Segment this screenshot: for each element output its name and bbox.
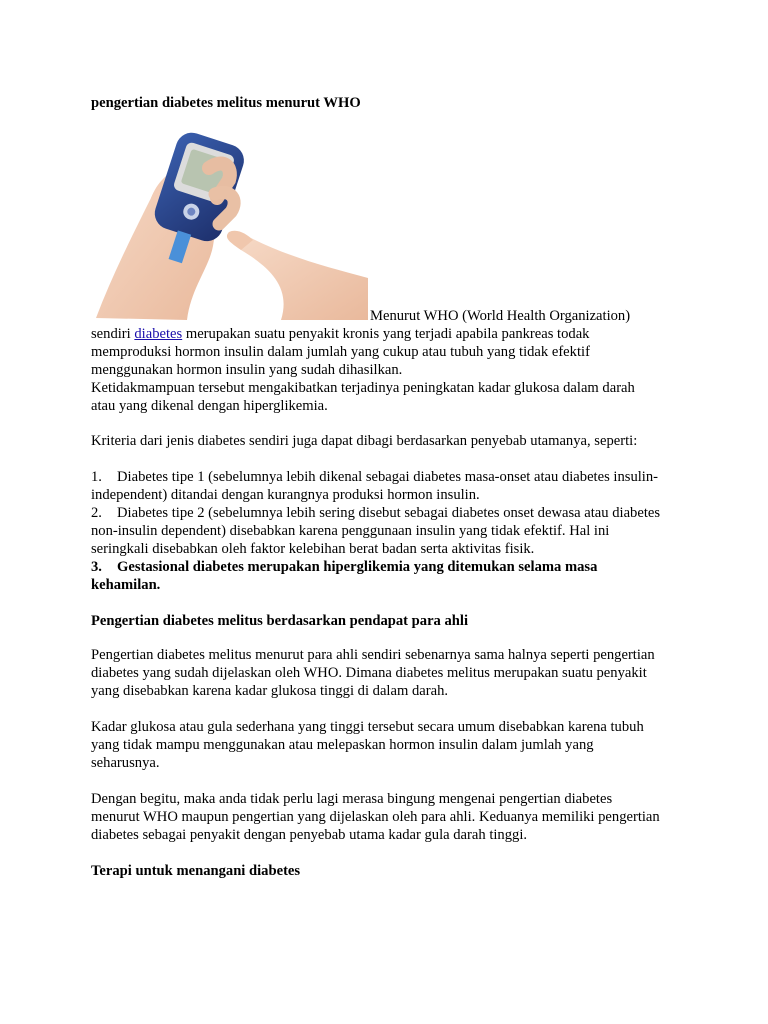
list-number: 2. <box>91 505 102 521</box>
diabetes-link[interactable]: diabetes <box>134 326 183 342</box>
list-item <box>91 558 691 594</box>
who-line-post-link: merupakan suatu penyakit kronis yang terjadi apabila pankreas todak <box>182 326 590 342</box>
section-heading-therapy: Terapi untuk menangani diabetes <box>91 863 301 879</box>
paragraph-line: diabetes sebagai penyakit dengan penyebab utama kadar gula darah tinggi. <box>91 827 528 843</box>
experts-paragraph-3 <box>91 790 691 844</box>
list-item <box>91 504 691 558</box>
who-line: Ketidakmampuan tersebut mengakibatkan terjadinya peningkatan kadar glukosa dalam darah <box>91 380 635 396</box>
paragraph-line: Kadar glukosa atau gula sederhana yang tinggi tersebut secara umum disebabkan karena tubuh <box>91 719 644 735</box>
paragraph-line: Dengan begitu, maka anda tidak perlu lagi merasa bingung mengenai pengertian diabetes <box>91 791 613 807</box>
who-line: menggunakan hormon insulin yang sudah dihasilkan. <box>91 362 403 378</box>
who-line: memproduksi hormon insulin dalam jumlah yang cukup atau tubuh yang tidak efektif <box>91 344 590 360</box>
paragraph-line: Pengertian diabetes melitus menurut para ahli sendiri sebenarnya sama halnya seperti pengertian <box>91 647 655 663</box>
who-intro-start: Menurut WHO (World Health Organization) <box>370 308 631 324</box>
list-text: non-insulin dependent) disebabkan karena penggunaan insulin yang tidak efektif. Hal ini <box>91 523 610 539</box>
list-text: independent) ditandai dengan kurangnya produksi hormon insulin. <box>91 487 480 503</box>
list-text: Diabetes tipe 2 (sebelumnya lebih sering disebut sebagai diabetes onset dewasa atau diabetes <box>117 505 661 521</box>
list-text: kehamilan. <box>91 577 161 593</box>
criteria-intro: Kriteria dari jenis diabetes sendiri juga dapat dibagi berdasarkan penyebab utamanya, seperti: <box>91 433 638 449</box>
paragraph-line: yang disebabkan karena kadar glukosa tinggi di dalam darah. <box>91 683 449 699</box>
experts-paragraph-2 <box>91 718 691 772</box>
paragraph-line: seharusnya. <box>91 755 160 771</box>
list-text: Diabetes tipe 1 (sebelumnya lebih dikenal sebagai diabetes masa-onset atau diabetes insulin- <box>117 469 659 485</box>
list-text: seringkali disebabkan oleh faktor kelebihan berat badan serta aktivitas fisik. <box>91 541 535 557</box>
list-number: 1. <box>91 469 102 485</box>
list-number: 3. <box>91 559 102 575</box>
list-item <box>91 468 691 504</box>
paragraph-line: menurut WHO maupun pengertian yang dijelaskan oleh para ahli. Keduanya memiliki pengertian <box>91 809 660 825</box>
paragraph-line: yang tidak mampu menggunakan atau melepaskan hormon insulin dalam jumlah yang <box>91 737 594 753</box>
who-line: atau yang dikenal dengan hiperglikemia. <box>91 398 328 414</box>
section-heading-experts: Pengertian diabetes melitus berdasarkan pendapat para ahli <box>91 613 469 629</box>
glucose-meter-photo-icon <box>91 128 368 320</box>
diabetes-types-list <box>91 468 691 594</box>
who-paragraph <box>91 325 691 415</box>
experts-paragraph-1 <box>91 646 691 700</box>
page-title: pengertian diabetes melitus menurut WHO <box>91 95 361 111</box>
who-line-pre-link: sendiri <box>91 326 135 342</box>
who-line-with-link <box>91 325 691 343</box>
list-text: Gestasional diabetes merupakan hiperglikemia yang ditemukan selama masa <box>117 559 598 575</box>
paragraph-line: diabetes yang sudah dijelaskan oleh WHO. Dimana diabetes melitus merupakan suatu penyakit <box>91 665 647 681</box>
